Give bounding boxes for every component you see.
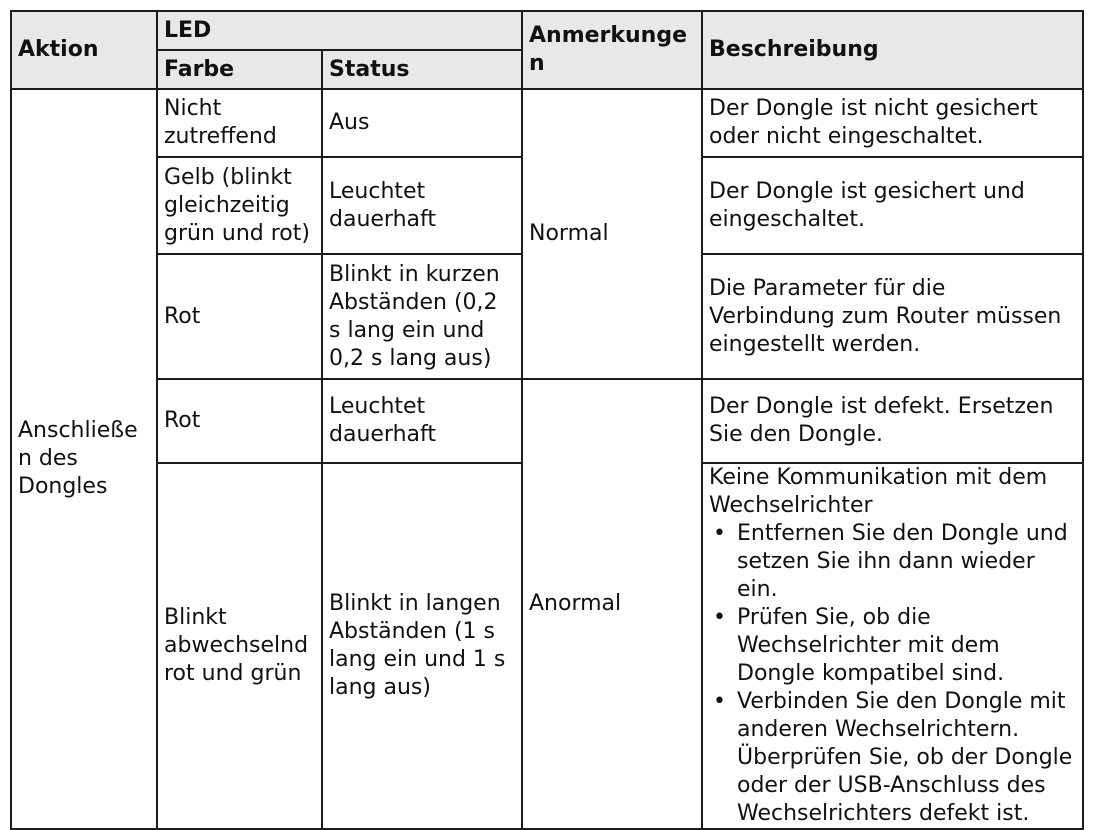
cell-status: Blinkt in kurzen Abständen (0,2 s lang ein und 0,2 s lang aus)	[322, 254, 522, 379]
cell-beschreibung: Der Dongle ist nicht gesichert oder nicht eingeschaltet.	[702, 89, 1083, 157]
table-row	[11, 89, 1083, 157]
cell-farbe: Nicht zutreffend	[157, 89, 322, 157]
cell-anmerkung-normal: Normal	[522, 89, 702, 379]
list-item: • Prüfen Sie, ob die Wechselrichter mit dem Dongle kompatibel sind.	[709, 604, 1076, 688]
cell-beschreibung: Der Dongle ist defekt. Ersetzen Sie den Dongle.	[702, 379, 1083, 463]
header-aktion: Aktion	[11, 11, 157, 89]
cell-beschreibung-list	[702, 463, 1083, 829]
header-beschreibung: Beschreibung	[702, 11, 1083, 89]
header-anmerkungen: Anmerkungen	[522, 11, 702, 89]
cell-status: Blinkt in langen Abständen (1 s lang ein und 1 s lang aus)	[322, 463, 522, 829]
header-row-1	[11, 11, 1083, 50]
cell-farbe: Gelb (blinkt gleichzeitig grün und rot)	[157, 157, 322, 254]
cell-beschreibung: Der Dongle ist gesichert und eingeschaltet.	[702, 157, 1083, 254]
cell-status: Leuchtet dauerhaft	[322, 157, 522, 254]
cell-anmerkung-anormal: Anormal	[522, 379, 702, 829]
bullet-list	[709, 520, 1076, 828]
led-status-table	[10, 10, 1084, 830]
beschreibung-intro: Keine Kommunikation mit dem Wechselrichter	[709, 465, 1048, 518]
list-item: • Verbinden Sie den Dongle mit anderen Wechselrichtern. Überprüfen Sie, ob der Dongle oder der USB-Anschluss des Wechselrichters defekt ist.	[709, 688, 1076, 828]
list-item: • Entfernen Sie den Dongle und setzen Sie ihn dann wieder ein.	[709, 520, 1076, 604]
header-status: Status	[322, 50, 522, 89]
cell-status: Aus	[322, 89, 522, 157]
header-farbe: Farbe	[157, 50, 322, 89]
cell-beschreibung: Die Parameter für die Verbindung zum Router müssen eingestellt werden.	[702, 254, 1083, 379]
document-page	[10, 10, 1084, 830]
table-row	[11, 379, 1083, 463]
cell-farbe: Blinkt abwechselnd rot und grün	[157, 463, 322, 829]
cell-farbe: Rot	[157, 254, 322, 379]
cell-farbe: Rot	[157, 379, 322, 463]
header-led: LED	[157, 11, 522, 50]
cell-status: Leuchtet dauerhaft	[322, 379, 522, 463]
cell-aktion: Anschließen des Dongles	[11, 89, 157, 829]
